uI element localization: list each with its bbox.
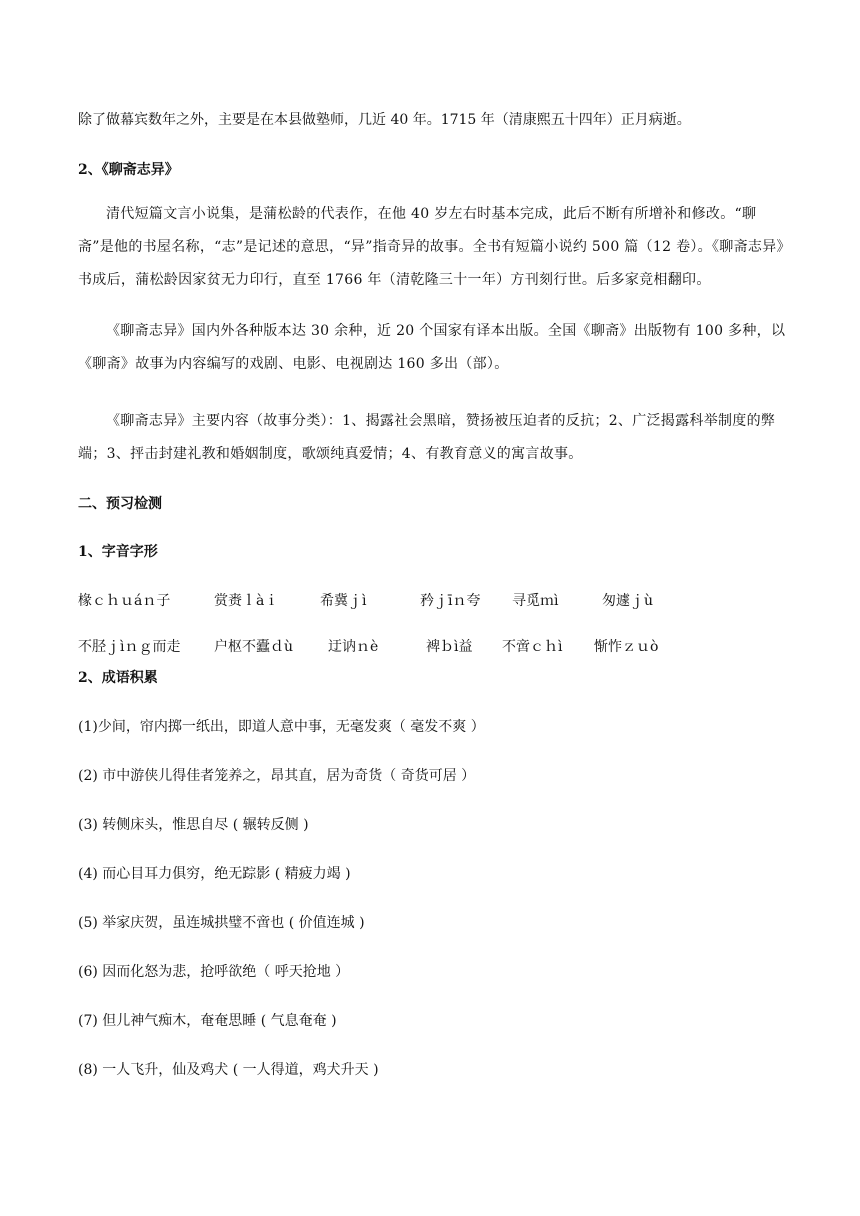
- pronunciation-row-2: [78, 636, 798, 656]
- paragraph-editions: 《聊斋志异》国内外各种版本达 30 余种，近 20 个国家有译本出版。全国《聊斋》出版物有 100 多种，以《聊斋》故事为内容编写的戏剧、电影、电视剧达 160 多出（部）。: [78, 323, 786, 372]
- pronunciation-item: 惭怍ｚｕò: [594, 639, 659, 655]
- idiom-item: (6) 因而化怒为悲，抢呼欲绝（ 呼天抢地 ）: [78, 964, 350, 980]
- idiom-item: (5) 举家庆贺，虽连城拱璧不啻也 ( 价值连城 ): [78, 915, 365, 931]
- pronunciation-item: 寻觅ｍì: [512, 593, 559, 609]
- pronunciation-item: 户枢不蠹ｄù: [214, 639, 294, 655]
- paragraph-intro: 清代短篇文言小说集，是蒲松龄的代表作，在他 40 岁左右时基本完成，此后不断有所增补和修改。“聊斋”是他的书屋名称，“志”是记述的意思，“异”指奇异的故事。全书有短篇小说约 500 篇（12 卷）。《聊斋志异》书成后，蒲松龄因家贫无力印行，直至 1766 年（清乾隆三十一年）方刊刻行世。后多家竞相翻印。: [78, 206, 784, 288]
- intro-line: 除了做幕宾数年之外，主要是在本县做塾师，几近 40 年。1715 年（清康熙五十四年）正月病逝。: [78, 112, 691, 128]
- pronunciation-item: 希冀ｊì: [320, 593, 367, 609]
- idiom-item: (8) 一人飞升，仙及鸡犬 ( 一人得道，鸡犬升天 ): [78, 1062, 379, 1078]
- pronunciation-item: 椽ｃｈｕáｎ子: [78, 593, 171, 609]
- idiom-item: (4) 而心目耳力俱穷，绝无踪影 ( 精疲力竭 ): [78, 866, 351, 882]
- idiom-item: (1)少间，帘内掷一纸出，即道人意中事，无毫发爽（ 毫发不爽 ）: [78, 719, 485, 735]
- subsection-title-idioms: 2、成语积累: [78, 670, 158, 686]
- pronunciation-item: 不胫ｊìｎｇ而走: [78, 639, 181, 655]
- pronunciation-item: 迂讷ｎè: [328, 639, 379, 655]
- paragraph-contents: 《聊斋志异》主要内容（故事分类）：1、揭露社会黑暗，赞扬被压迫者的反抗；2、广泛揭露科举制度的弊端；3、抨击封建礼教和婚姻制度，歌颂纯真爱情；4、有教育意义的寓言故事。: [78, 413, 776, 462]
- idiom-item: (7) 但儿神气痴木，奄奄思睡 ( 气息奄奄 ): [78, 1013, 337, 1029]
- section-title-liaozhai: 2、《聊斋志异》: [78, 162, 179, 178]
- idiom-item: (2) 市中游侠儿得佳者笼养之，昂其直，居为奇货（ 奇货可居 ）: [78, 768, 476, 784]
- pronunciation-item: 不啻ｃｈì: [502, 639, 563, 655]
- pronunciation-item: 匆遽ｊù: [602, 593, 654, 609]
- part-title-preview: 二、预习检测: [78, 496, 162, 512]
- pronunciation-item: 赏赉ｌàｉ: [214, 593, 279, 609]
- pronunciation-item: 裨ｂì益: [426, 639, 473, 655]
- pronunciation-item: 矜ｊīｎ夸: [420, 593, 481, 609]
- pronunciation-row-1: [78, 590, 798, 610]
- idiom-item: (3) 转侧床头，惟思自尽 ( 辗转反侧 ): [78, 817, 309, 833]
- subsection-title-pronunciation: 1、字音字形: [78, 544, 158, 560]
